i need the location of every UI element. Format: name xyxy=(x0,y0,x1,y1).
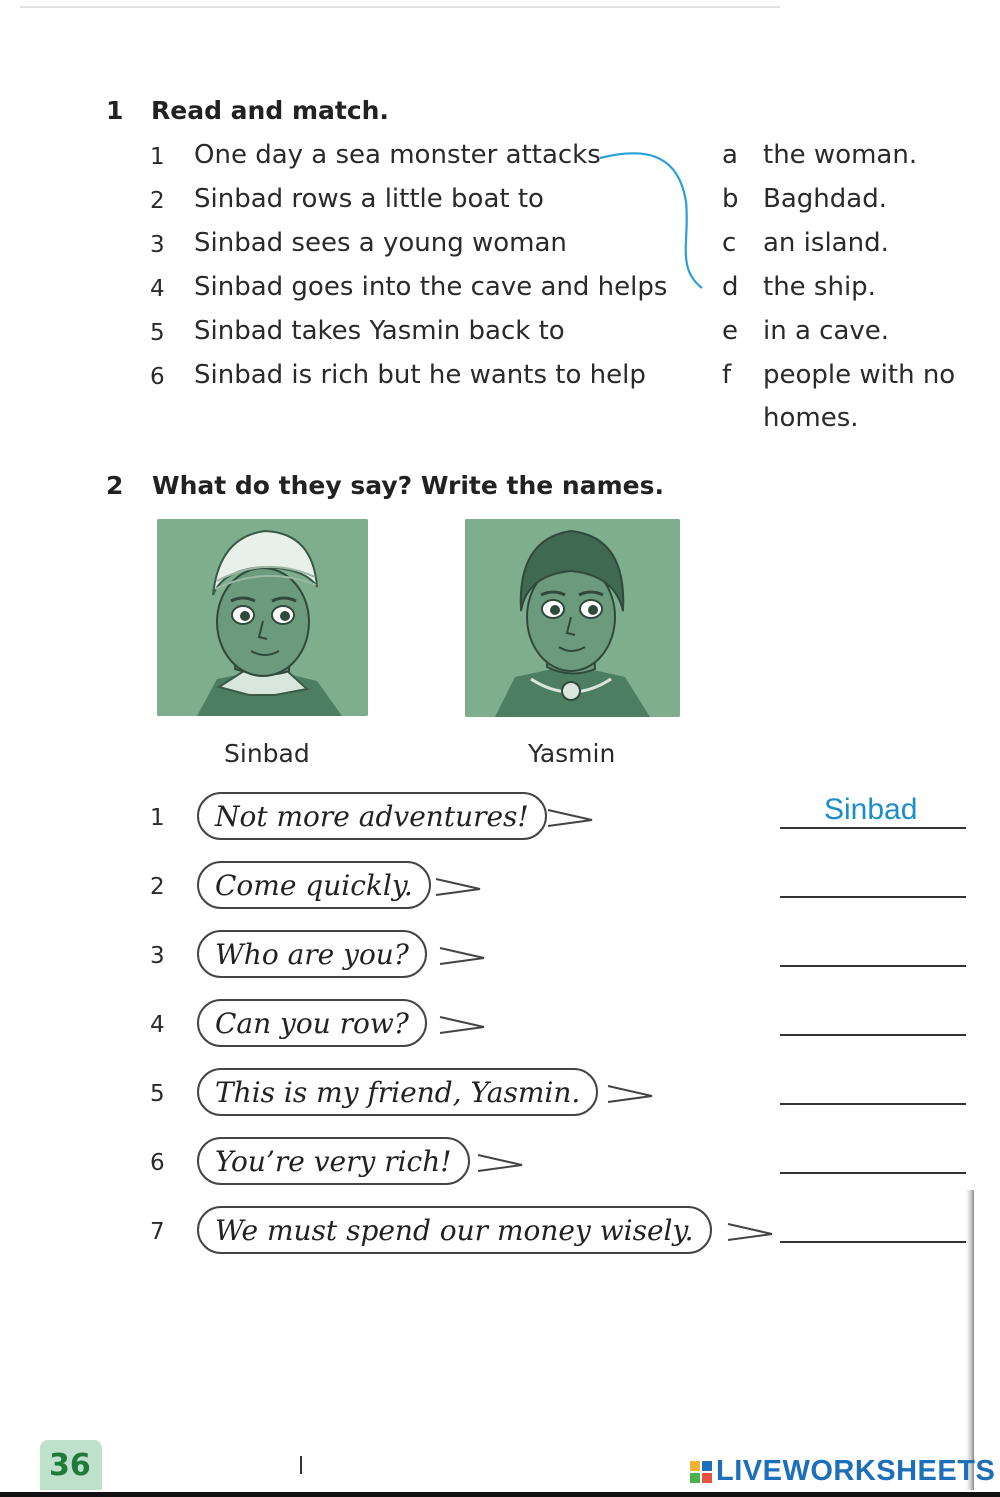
speech-bubble: We must spend our money wisely. xyxy=(197,1206,712,1254)
quote-number: 1 xyxy=(150,805,165,831)
speech-bubble-tail xyxy=(608,1082,656,1106)
quote-number: 3 xyxy=(150,943,165,969)
speech-bubble-tail xyxy=(436,875,484,899)
match-left-item[interactable]: Sinbad is rich but he wants to help xyxy=(194,360,646,390)
character-name: Sinbad xyxy=(224,739,310,768)
speech-bubble-tail xyxy=(728,1220,776,1244)
match-right-letter: f xyxy=(722,360,732,390)
section-2-number: 2 xyxy=(106,471,124,500)
speech-bubble: Not more adventures! xyxy=(197,792,547,840)
logo-icon xyxy=(690,1461,712,1483)
answer-line xyxy=(780,1241,966,1243)
match-left-item[interactable]: Sinbad sees a young woman xyxy=(194,228,567,258)
answer-field[interactable]: Sinbad xyxy=(824,793,918,826)
speech-bubble-tail xyxy=(478,1151,526,1175)
match-left-item[interactable]: Sinbad goes into the cave and helps xyxy=(194,272,668,302)
match-right-letter: e xyxy=(722,316,738,346)
quote-number: 5 xyxy=(150,1081,165,1107)
liveworksheets-logo[interactable] xyxy=(690,1455,995,1488)
quote-number: 4 xyxy=(150,1012,165,1038)
quote-number: 6 xyxy=(150,1150,165,1176)
logo-text: LIVEWORKSHEETS xyxy=(716,1455,996,1487)
section-2-title: What do they say? Write the names. xyxy=(152,471,664,500)
bottom-page-edge xyxy=(0,1492,1000,1497)
match-right-item[interactable]: the ship. xyxy=(763,272,876,302)
speech-bubble-tail xyxy=(548,806,596,830)
speech-bubble: You’re very rich! xyxy=(197,1137,470,1185)
answer-line xyxy=(780,1172,966,1174)
quote-number: 7 xyxy=(150,1219,165,1245)
speech-bubble-tail xyxy=(440,944,488,968)
page-number: 36 xyxy=(49,1448,91,1483)
match-left-item[interactable]: One day a sea monster attacks xyxy=(194,140,601,170)
speech-bubble: Come quickly. xyxy=(197,861,431,909)
match-left-number: 6 xyxy=(150,364,165,390)
match-right-letter: c xyxy=(722,228,737,258)
yasmin-illustration xyxy=(465,519,680,717)
match-right-letter: d xyxy=(722,272,739,302)
match-left-number: 2 xyxy=(150,188,165,214)
match-right-item-continued: homes. xyxy=(763,403,859,433)
match-right-item[interactable]: an island. xyxy=(763,228,889,258)
match-right-item[interactable]: people with no xyxy=(763,360,956,390)
match-right-letter: b xyxy=(722,184,739,214)
speech-bubble: Can you row? xyxy=(197,999,427,1047)
answer-line xyxy=(780,965,966,967)
top-page-edge xyxy=(20,6,780,8)
match-left-item[interactable]: Sinbad takes Yasmin back to xyxy=(194,316,565,346)
match-left-number: 4 xyxy=(150,276,165,302)
match-left-number: 3 xyxy=(150,232,165,258)
answer-line xyxy=(780,1034,966,1036)
speech-bubble: Who are you? xyxy=(197,930,427,978)
section-1-number: 1 xyxy=(106,96,124,125)
match-right-item[interactable]: in a cave. xyxy=(763,316,890,346)
match-left-number: 5 xyxy=(150,320,165,346)
match-left-number: 1 xyxy=(150,144,165,170)
speech-bubble: This is my friend, Yasmin. xyxy=(197,1068,598,1116)
character-name: Yasmin xyxy=(528,739,616,768)
match-line xyxy=(590,140,730,300)
answer-line xyxy=(780,896,966,898)
section-1-title: Read and match. xyxy=(151,96,389,125)
match-right-item[interactable]: the woman. xyxy=(763,140,918,170)
scan-mark xyxy=(300,1456,302,1474)
quote-number: 2 xyxy=(150,874,165,900)
answer-line xyxy=(780,1103,966,1105)
sinbad-illustration xyxy=(157,519,368,716)
page-edge-shadow xyxy=(966,1190,974,1490)
match-left-item[interactable]: Sinbad rows a little boat to xyxy=(194,184,544,214)
speech-bubble-tail xyxy=(440,1013,488,1037)
answer-line xyxy=(780,827,966,829)
match-right-item[interactable]: Baghdad. xyxy=(763,184,887,214)
match-right-letter: a xyxy=(722,140,738,170)
